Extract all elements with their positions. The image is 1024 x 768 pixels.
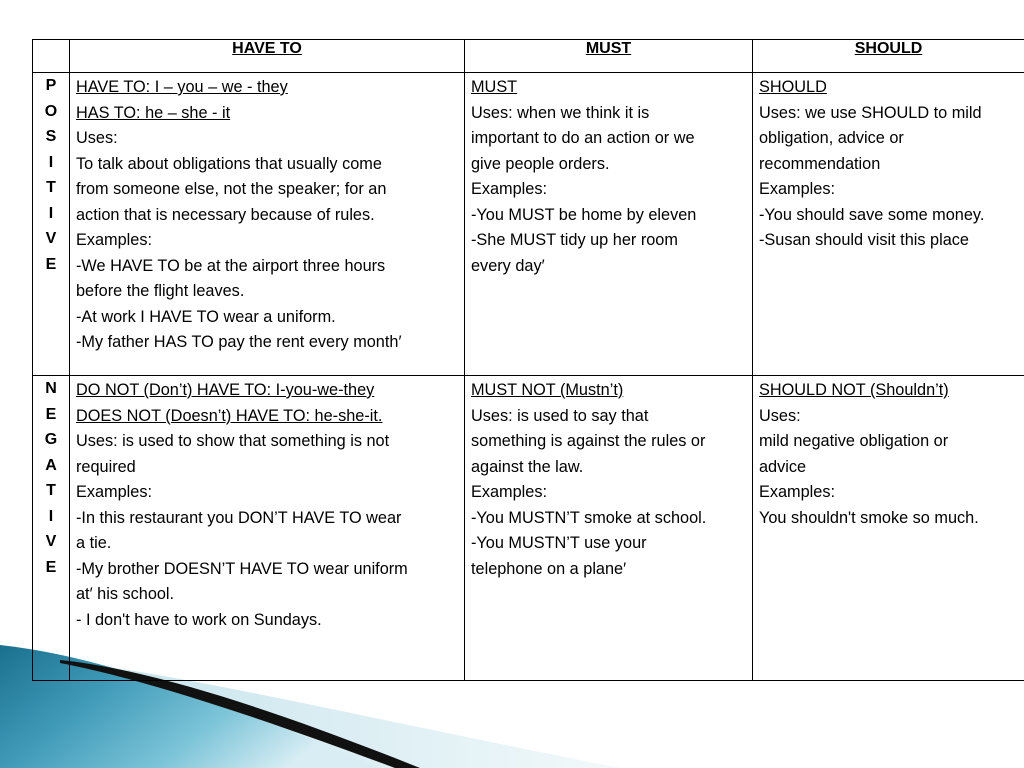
must-title-line: MUST — [471, 78, 518, 96]
positive-letter: O — [44, 102, 58, 120]
example-text: a tie. — [76, 534, 112, 552]
positive-letter: T — [46, 179, 56, 196]
header-should: SHOULD — [753, 40, 1024, 73]
example-text: -In this restaurant you DON’T HAVE TO wear — [76, 508, 402, 527]
example-text: -You MUSTN’T use your — [471, 534, 647, 552]
header-row — [33, 40, 1024, 73]
uses-text: Uses: we use SHOULD to mild — [759, 103, 982, 122]
examples-label: Examples: — [759, 483, 836, 501]
uses-text: advice — [759, 457, 807, 476]
negative-letter: E — [45, 558, 57, 576]
positive-letter: P — [45, 77, 57, 94]
example-text: -You MUSTN’T smoke at school. — [471, 508, 707, 527]
examples-label: Examples: — [471, 483, 548, 501]
example-text: at′ his school. — [76, 585, 175, 603]
positive-should-cell — [753, 73, 1024, 376]
has-to-forms-line: HAS TO: he – she - it — [76, 103, 231, 122]
header-must: MUST — [465, 40, 753, 73]
positive-letter: I — [48, 204, 54, 222]
should-title-line: SHOULD — [759, 78, 827, 96]
positive-label-cell — [33, 73, 70, 376]
example-text: before the flight leaves. — [76, 282, 245, 300]
uses-text: action that is necessary because of rules. — [76, 205, 375, 224]
example-text: - I don't have to work on Sundays. — [76, 610, 322, 629]
positive-must-cell — [465, 73, 753, 376]
uses-text: Uses: when we think it is — [471, 103, 650, 122]
examples-label: Examples: — [76, 483, 153, 501]
example-text: -At work I HAVE TO wear a uniform. — [76, 307, 336, 326]
uses-text: give people orders. — [471, 154, 610, 173]
positive-letter: S — [45, 128, 57, 145]
have-to-forms-line: HAVE TO: I – you – we - they — [76, 78, 288, 96]
uses-label: Uses: — [76, 129, 118, 147]
negative-letter: E — [45, 405, 57, 423]
example-text: -My brother DOESN’T HAVE TO wear uniform — [76, 559, 408, 578]
must-not-title-line: MUST NOT (Mustn’t) — [471, 381, 624, 399]
uses-text: required — [76, 457, 136, 476]
uses-text: Uses: is used to show that something is not — [76, 432, 390, 450]
negative-letter: T — [46, 482, 56, 499]
positive-letter: I — [48, 153, 54, 171]
example-text: -My father HAS TO pay the rent every month′ — [76, 333, 402, 351]
uses-text: mild negative obligation or — [759, 432, 949, 450]
header-corner-cell — [33, 40, 70, 73]
example-text: telephone on a plane′ — [471, 559, 627, 578]
should-not-title-line: SHOULD NOT (Shouldn’t) — [759, 381, 949, 399]
uses-text: To talk about obligations that usually come — [76, 154, 382, 173]
example-text: -We HAVE TO be at the airport three hours — [76, 256, 386, 275]
negative-row — [33, 376, 1024, 681]
examples-label: Examples: — [759, 180, 836, 198]
negative-have-to-cell — [70, 376, 465, 681]
uses-text: something is against the rules or — [471, 432, 706, 450]
example-text: -Susan should visit this place — [759, 231, 969, 249]
uses-text: Uses: is used to say that — [471, 406, 649, 425]
example-text: -You MUST be home by eleven — [471, 205, 697, 224]
positive-letter: V — [45, 230, 57, 247]
uses-text: from someone else, not the speaker; for an — [76, 180, 387, 198]
negative-letter: V — [45, 533, 57, 550]
uses-text: against the law. — [471, 457, 584, 476]
uses-label: Uses: — [759, 406, 801, 425]
uses-text: obligation, advice or — [759, 129, 904, 147]
negative-letter: N — [45, 380, 57, 397]
negative-label-cell — [33, 376, 70, 681]
modal-verbs-table — [32, 39, 1024, 681]
negative-letter: G — [44, 431, 58, 448]
negative-letter: I — [48, 507, 54, 525]
negative-must-cell — [465, 376, 753, 681]
do-not-have-to-forms-line: DO NOT (Don’t) HAVE TO: I-you-we-they — [76, 381, 375, 399]
positive-letter: E — [45, 255, 57, 273]
negative-vertical-label — [33, 376, 69, 580]
uses-text: important to do an action or we — [471, 129, 695, 147]
examples-label: Examples: — [76, 231, 153, 249]
example-text: -You should save some money. — [759, 205, 985, 224]
does-not-have-to-forms-line: DOES NOT (Doesn’t) HAVE TO: he-she-it. — [76, 406, 383, 425]
header-have-to: HAVE TO — [70, 40, 465, 73]
positive-have-to-cell — [70, 73, 465, 376]
uses-text: recommendation — [759, 154, 881, 173]
negative-letter: A — [45, 456, 57, 474]
examples-label: Examples: — [471, 180, 548, 198]
example-text: every day′ — [471, 256, 545, 275]
example-text: -She MUST tidy up her room — [471, 231, 678, 249]
positive-vertical-label — [33, 73, 69, 277]
example-text: You shouldn't smoke so much. — [759, 508, 979, 527]
positive-row — [33, 73, 1024, 376]
negative-should-cell — [753, 376, 1024, 681]
